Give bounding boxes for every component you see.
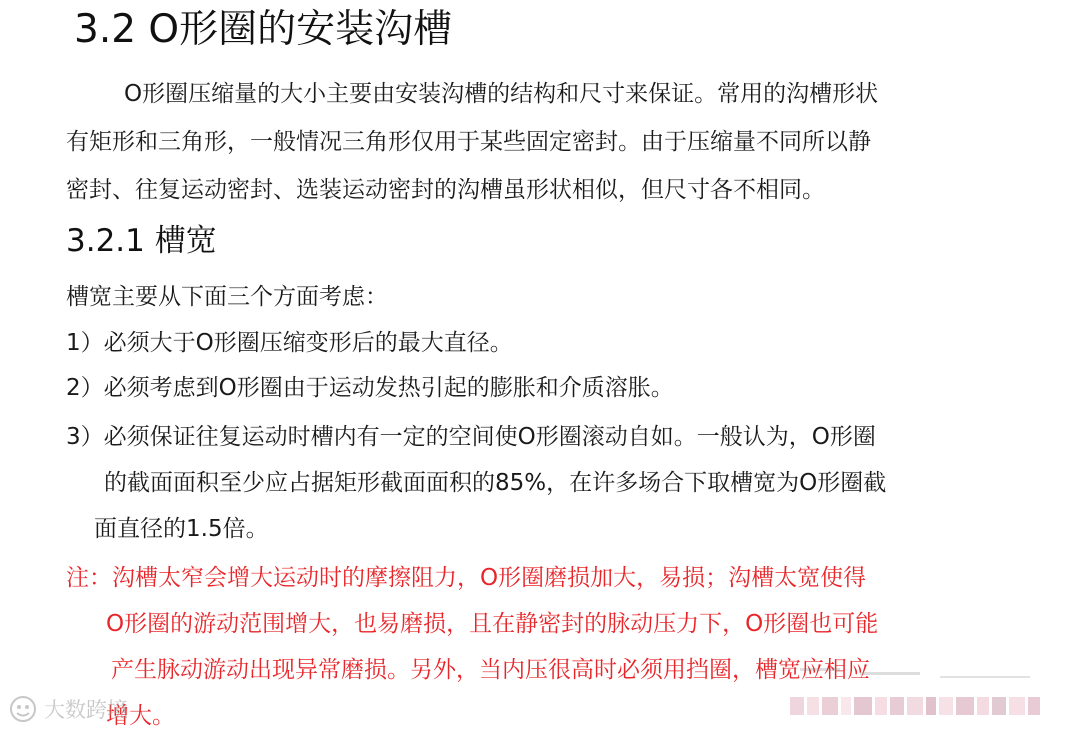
note-line-3: 产生脉动游动出现异常磨损。另外，当内压很高时必须用挡圈，槽宽应相应 (111, 657, 870, 683)
note-line-2: O形圈的游动范围增大，也易磨损，且在静密封的脉动压力下，O形圈也可能 (106, 611, 879, 637)
intro-line-3: 密封、往复运动密封、选装运动密封的沟槽虽形状相似，但尺寸各不相同。 (66, 177, 825, 203)
pixelated-watermark (790, 697, 1060, 715)
faded-text-artifact (800, 658, 1060, 692)
note-line-4: 增大。 (106, 703, 175, 729)
note-line-1: 注：沟槽太窄会增大运动时的摩擦阻力，O形圈磨损加大，易损；沟槽太宽使得 (66, 565, 867, 591)
intro-line-1: O形圈压缩量的大小主要由安装沟槽的结构和尺寸来保证。常用的沟槽形状 (124, 81, 879, 107)
intro-paragraph (66, 70, 1026, 214)
list-item-2: 2）必须考虑到O形圈由于运动发热引起的膨胀和介质溶胀。 (66, 375, 674, 401)
note-paragraph (66, 555, 878, 739)
logo-icon (8, 694, 38, 724)
list-item-3 (66, 414, 886, 552)
watermark-text: 大数跨境 (44, 698, 128, 722)
watermark (8, 692, 128, 726)
section-title: 3.2 O形圈的安装沟槽 (74, 7, 453, 52)
intro-line-2: 有矩形和三角形，一般情况三角形仅用于某些固定密封。由于压缩量不同所以静 (66, 129, 871, 155)
lead-text: 槽宽主要从下面三个方面考虑： (66, 284, 388, 310)
list-item-3-line-3: 面直径的1.5倍。 (94, 516, 269, 542)
list-item-3-line-1: 3）必须保证往复运动时槽内有一定的空间使O形圈滚动自如。一般认为，O形圈 (66, 424, 876, 450)
list-item-1: 1）必须大于O形圈压缩变形后的最大直径。 (66, 330, 513, 356)
subsection-title: 3.2.1 槽宽 (66, 223, 217, 259)
list-item-3-line-2: 的截面面积至少应占据矩形截面面积的85%，在许多场合下取槽宽为O形圈截 (104, 470, 887, 496)
